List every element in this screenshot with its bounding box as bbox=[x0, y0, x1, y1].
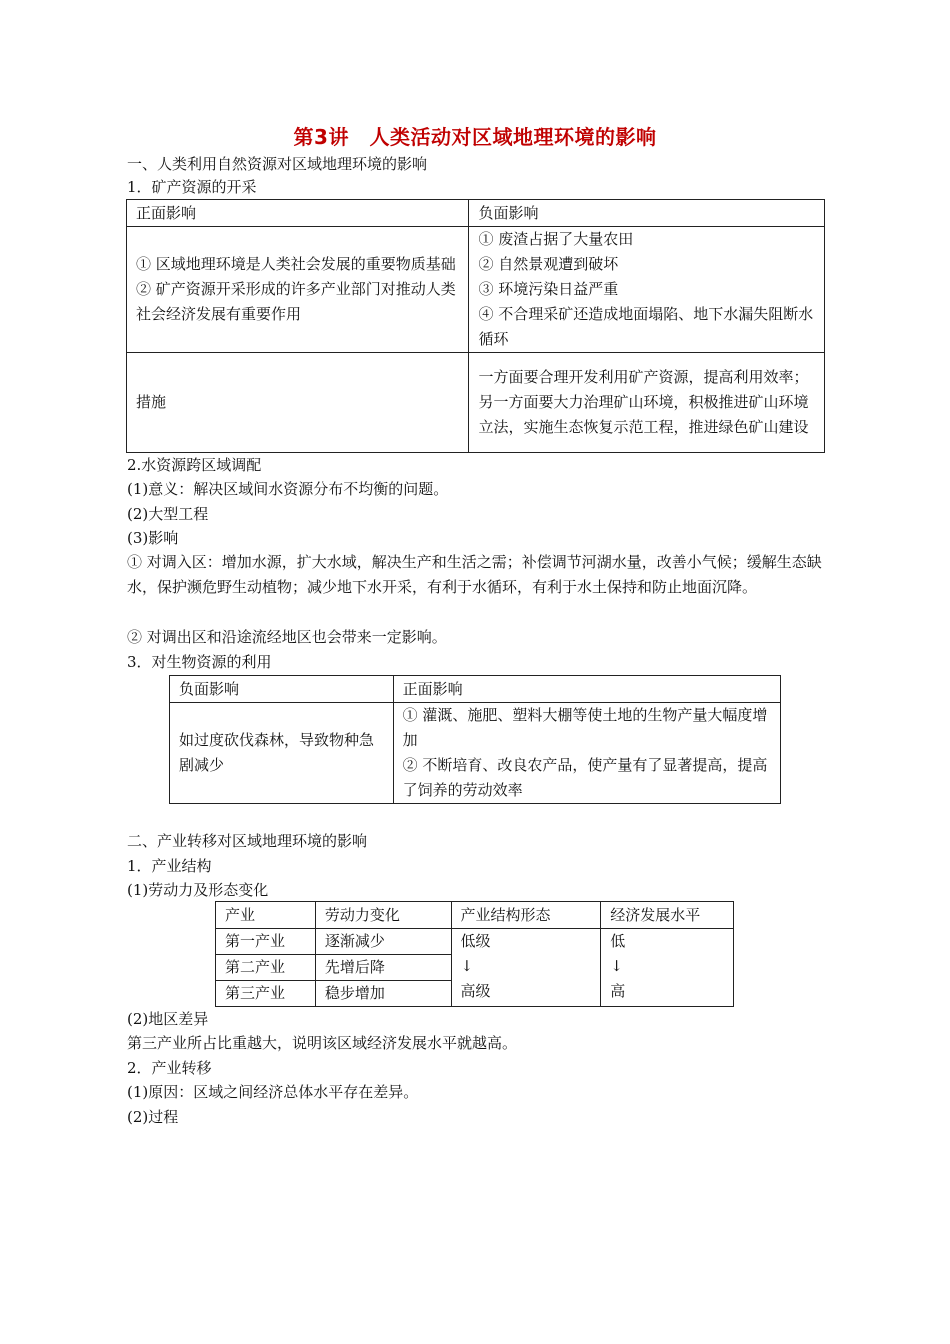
bio-negative: 如过度砍伐森林，导致物种急剧减少 bbox=[170, 703, 394, 804]
header-labor: 劳动力变化 bbox=[315, 902, 451, 929]
form-high: 高级 bbox=[460, 982, 491, 1000]
water-impact-2: ② 对调出区和沿途流经地区也会带来一定影响。 bbox=[127, 628, 447, 646]
water-impact-heading: (3)影响 bbox=[127, 529, 179, 547]
form-cell bbox=[451, 929, 601, 1007]
transfer-process: (2)过程 bbox=[127, 1108, 179, 1126]
mining-col-positive: 正面影响 bbox=[127, 200, 469, 227]
header-level: 经济发展水平 bbox=[601, 902, 734, 929]
mining-heading: 1．矿产资源的开采 bbox=[127, 178, 257, 196]
row-1-industry: 第一产业 bbox=[216, 929, 316, 955]
water-meaning: (1)意义：解决区域间水资源分布不均衡的问题。 bbox=[127, 480, 449, 498]
level-high: 高 bbox=[610, 982, 626, 1000]
transfer-heading: 2．产业转移 bbox=[127, 1059, 212, 1077]
row-3-industry: 第三产业 bbox=[216, 981, 316, 1007]
bio-positive-2: ② 不断培育、改良农产品，使产量有了显著提高，提高了饲养的劳动效率 bbox=[402, 756, 768, 799]
mining-measures-text: 一方面要合理开发利用矿产资源，提高利用效率；另一方面要大力治理矿山环境，积极推进矿山环境立法，实施生态恢复示范工程，推进绿色矿山建设 bbox=[469, 353, 825, 453]
mining-negative-3: ③ 环境污染日益严重 bbox=[478, 280, 619, 298]
industry-structure-table bbox=[215, 901, 734, 1007]
row-2-industry: 第二产业 bbox=[216, 955, 316, 981]
bio-positive-cell bbox=[393, 703, 780, 804]
level-low: 低 bbox=[610, 932, 626, 950]
header-industry: 产业 bbox=[216, 902, 316, 929]
structure-heading: 1．产业结构 bbox=[127, 857, 212, 875]
mining-positive-2: ② 矿产资源开采形成的许多产业部门对推动人类社会经济发展有重要作用 bbox=[136, 280, 456, 323]
bio-col-negative: 负面影响 bbox=[170, 676, 394, 703]
transfer-reason: (1)原因：区域之间经济总体水平存在差异。 bbox=[127, 1083, 419, 1101]
level-cell bbox=[601, 929, 734, 1007]
mining-negative-4: ④ 不合理采矿还造成地面塌陷、地下水漏失阻断水循环 bbox=[478, 305, 814, 348]
mining-col-negative: 负面影响 bbox=[469, 200, 825, 227]
section-1-heading: 一、人类利用自然资源对区域地理环境的影响 bbox=[127, 155, 428, 173]
section-2-heading: 二、产业转移对区域地理环境的影响 bbox=[127, 832, 368, 850]
level-arrow: ↓ bbox=[610, 957, 623, 975]
mining-table bbox=[126, 199, 825, 453]
mining-negative-2: ② 自然景观遭到破坏 bbox=[478, 255, 619, 273]
bio-heading: 3．对生物资源的利用 bbox=[127, 653, 272, 671]
bio-col-positive: 正面影响 bbox=[393, 676, 780, 703]
water-projects: (2)大型工程 bbox=[127, 505, 209, 523]
regional-diff-heading: (2)地区差异 bbox=[127, 1010, 209, 1028]
row-1-labor: 逐渐减少 bbox=[315, 929, 451, 955]
page-title: 第3讲 人类活动对区域地理环境的影响 bbox=[293, 125, 657, 149]
bio-table bbox=[169, 675, 781, 804]
regional-diff-text: 第三产业所占比重越大，说明该区域经济发展水平就越高。 bbox=[127, 1034, 518, 1052]
water-impact-1: ① 对调入区：增加水源，扩大水域，解决生产和生活之需；补偿调节河湖水量，改善小气候；缓解生态缺水，保护濒危野生动植物；减少地下水开采，有利于水循环，有利于水土保持和防止地面沉降。 bbox=[127, 553, 822, 596]
row-2-labor: 先增后降 bbox=[315, 955, 451, 981]
mining-positive-1: ① 区域地理环境是人类社会发展的重要物质基础 bbox=[136, 255, 456, 273]
row-3-labor: 稳步增加 bbox=[315, 981, 451, 1007]
labor-heading: (1)劳动力及形态变化 bbox=[127, 881, 269, 899]
mining-measures-label: 措施 bbox=[127, 353, 469, 453]
header-form: 产业结构形态 bbox=[451, 902, 601, 929]
form-arrow: ↓ bbox=[460, 957, 474, 975]
bio-positive-1: ① 灌溉、施肥、塑料大棚等使土地的生物产量大幅度增加 bbox=[402, 706, 768, 749]
mining-positive-cell bbox=[127, 227, 469, 353]
form-low: 低级 bbox=[460, 932, 491, 950]
water-heading: 2.水资源跨区域调配 bbox=[127, 456, 262, 474]
mining-negative-1: ① 废渣占据了大量农田 bbox=[478, 230, 634, 248]
mining-negative-cell bbox=[469, 227, 825, 353]
